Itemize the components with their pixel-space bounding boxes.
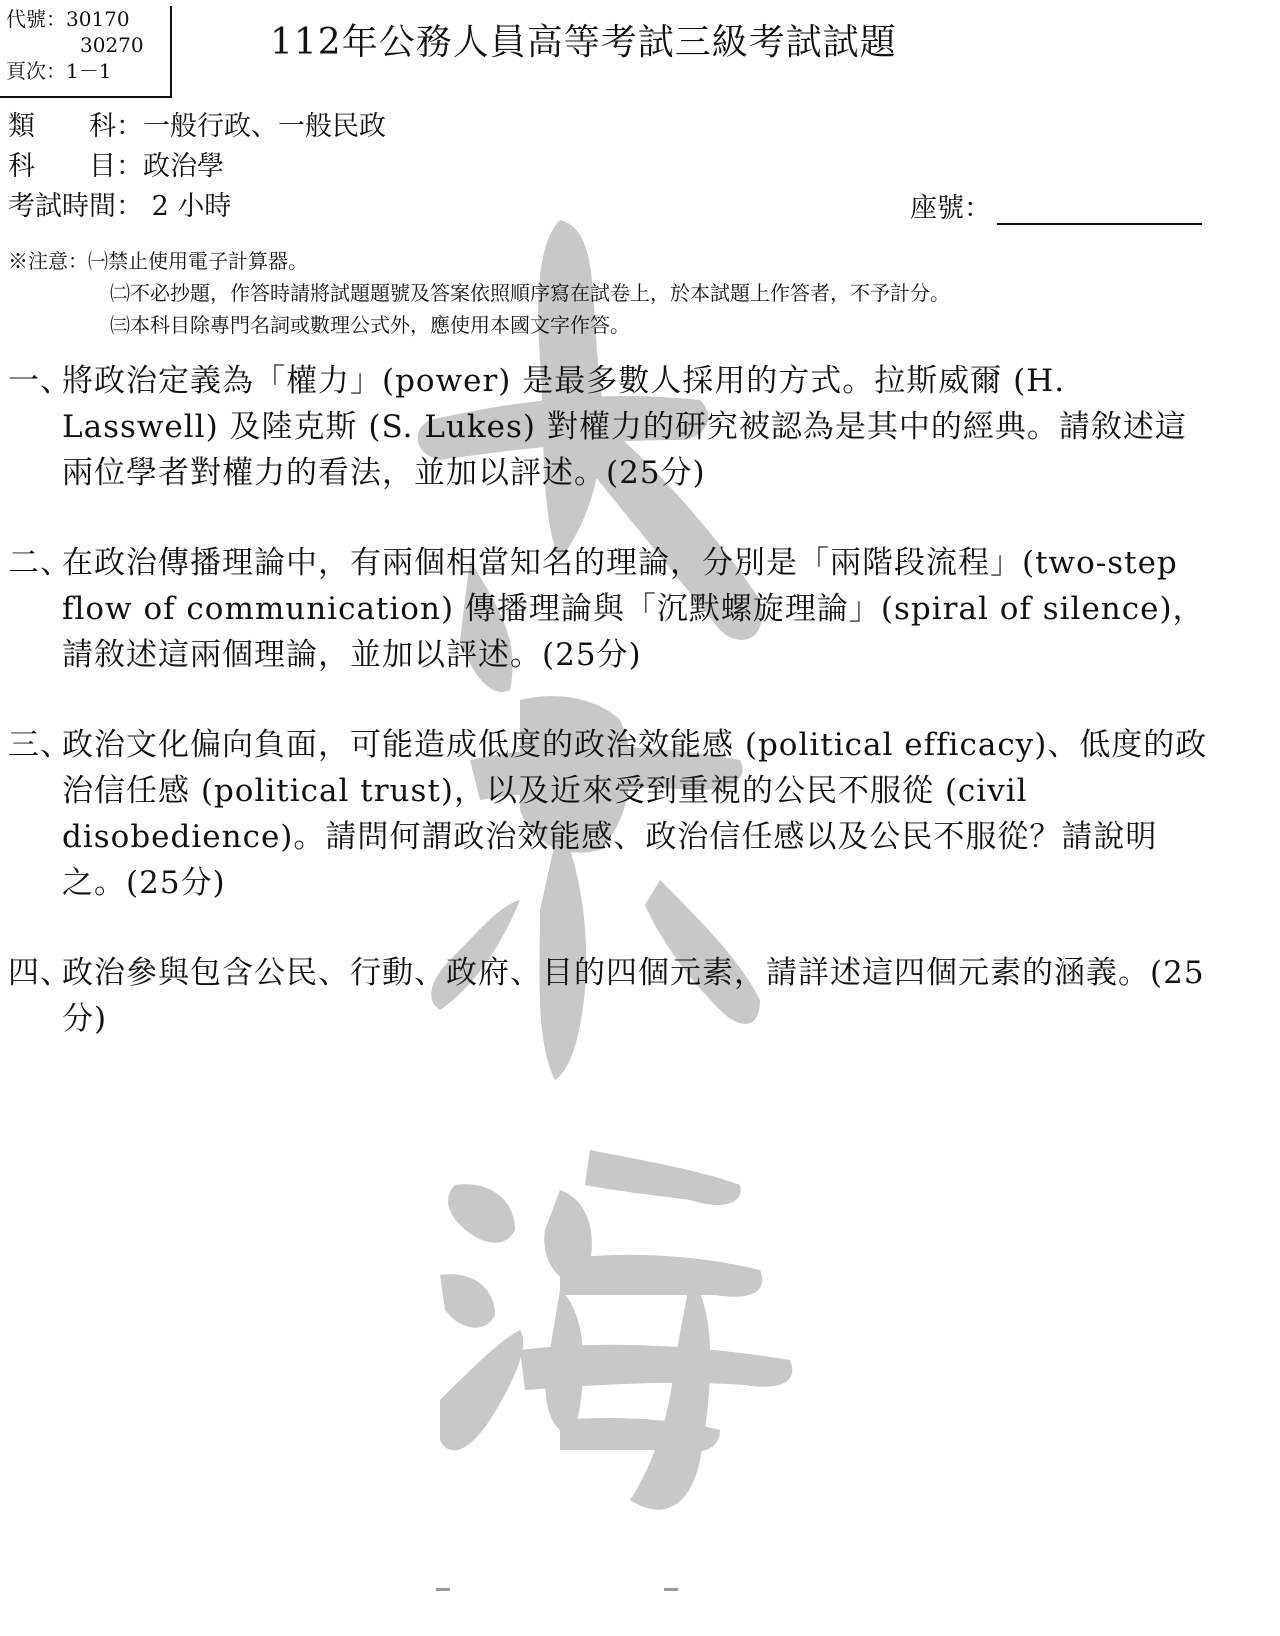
seat-blank-line [997, 195, 1202, 225]
seat-number-field [910, 186, 1202, 225]
exam-code-second: 30270 [80, 33, 144, 57]
page-number: 頁次：1－1 [6, 59, 112, 83]
exam-subject: 科 目：政治學 [8, 151, 224, 182]
exam-code-box [0, 6, 172, 98]
exam-category: 類 科：一般行政、一般民政 [8, 111, 386, 142]
question-text: 將政治定義為「權力」(power) 是最多數人採用的方式。拉斯威爾 (H. Lasswell) 及陸克斯 (S. Lukes) 對權力的研究被認為是其中的經典。請敘述這兩位學者對權力的看法，並加以評述。(25分) [62, 363, 1187, 491]
question-1 [8, 358, 1218, 496]
question-text: 政治文化偏向負面，可能造成低度的政治效能感 (political efficacy)、低度的政治信任感 (political trust)，以及近來受到重視的公民不服從 (civil disobedience)。請問何謂政治效能感、政治信任感以及公民不服從？請說明之。(25分) [62, 727, 1208, 901]
note-3: ㈢本科目除專門名詞或數理公式外，應使用本國文字作答。 [110, 313, 630, 337]
question-number: 四、 [8, 955, 72, 991]
exam-duration: 考試時間： 2 小時 [8, 191, 232, 222]
exam-code: 代號：30170 [6, 7, 130, 31]
question-3 [8, 722, 1218, 906]
exam-title: 112年公務人員高等考試三級考試試題 [270, 22, 897, 63]
note-2: ㈡不必抄題，作答時請將試題題號及答案依照順序寫在試卷上，於本試題上作答者，不予計分。 [110, 281, 950, 305]
question-number: 二、 [8, 545, 72, 581]
question-2 [8, 540, 1218, 678]
question-number: 一、 [8, 363, 72, 399]
question-text: 政治參與包含公民、行動、政府、目的四個元素，請詳述這四個元素的涵義。(25分) [62, 955, 1205, 1037]
question-text: 在政治傳播理論中，有兩個相當知名的理論，分別是「兩階段流程」(two-step flow of communication) 傳播理論與「沉默螺旋理論」(spiral of silence)，請敘述這兩個理論，並加以評述。(25分) [62, 545, 1205, 673]
exam-notes [8, 245, 950, 341]
seat-label: 座號： [910, 193, 991, 224]
question-4 [8, 950, 1218, 1042]
question-number: 三、 [8, 727, 72, 763]
note-1: ※注意：㈠禁止使用電子計算器。 [8, 249, 308, 273]
